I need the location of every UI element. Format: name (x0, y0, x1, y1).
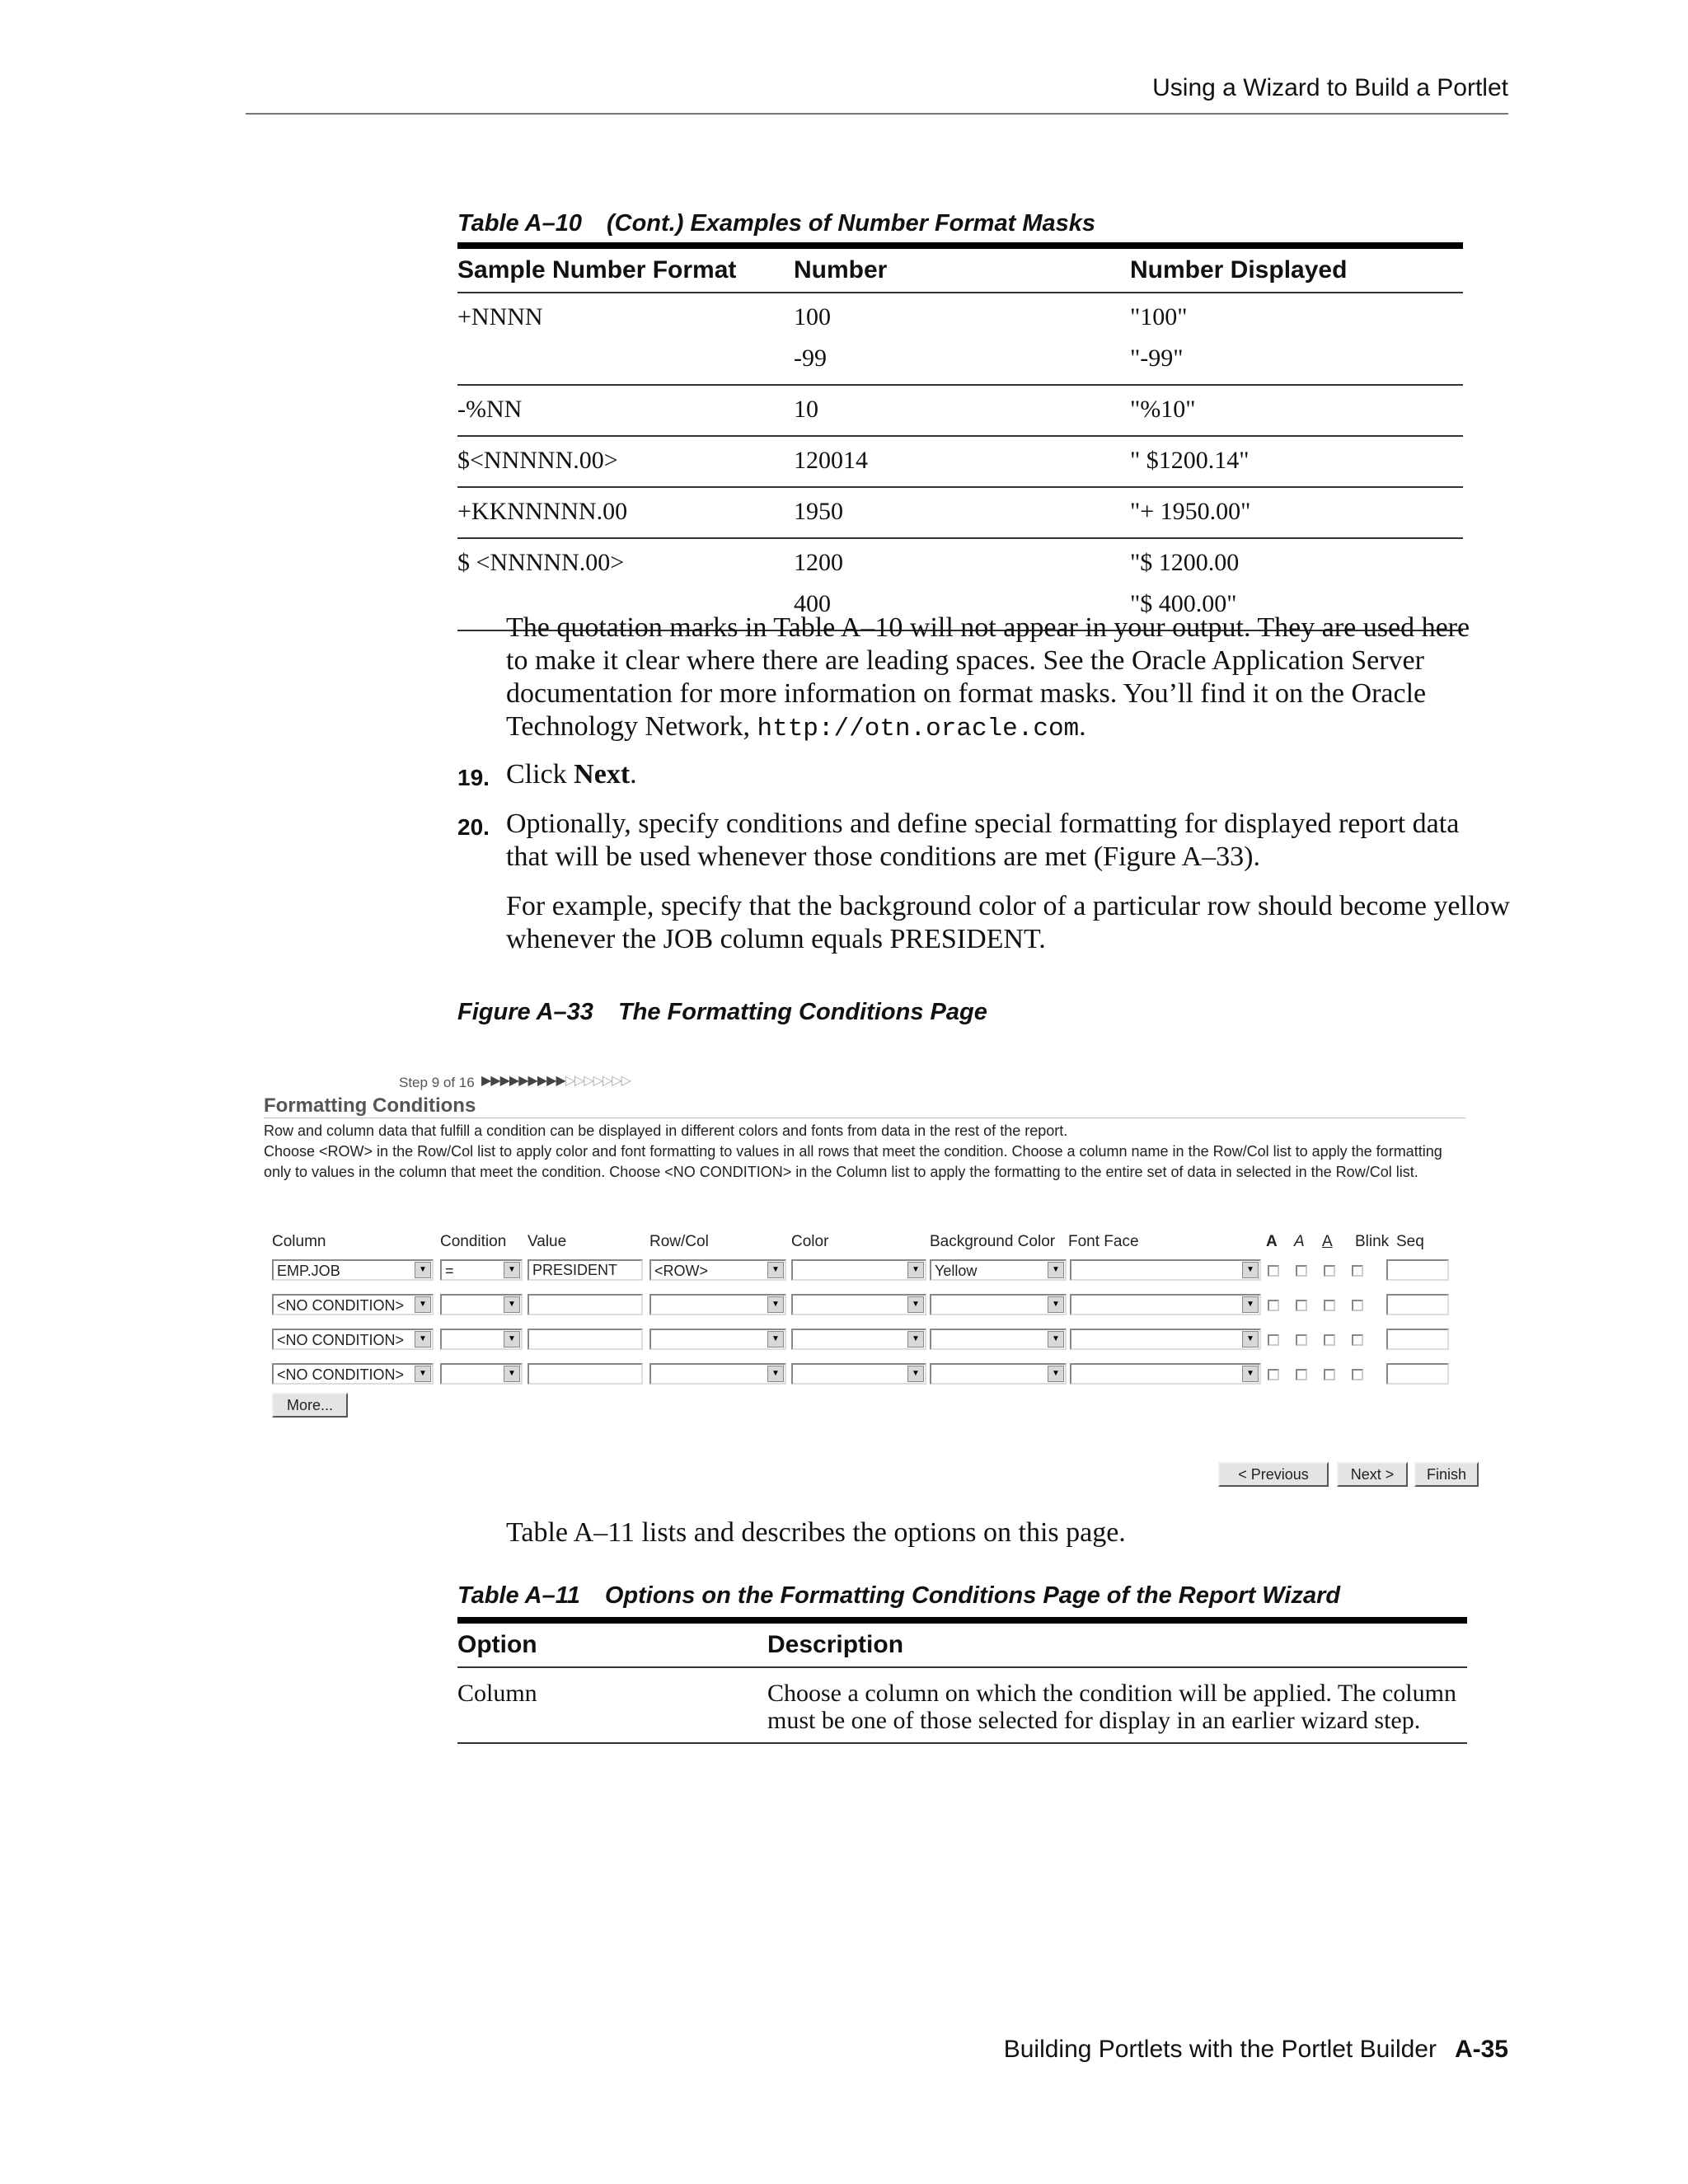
condition-row (272, 1259, 1475, 1282)
table-row (457, 440, 1463, 481)
bold-checkbox[interactable] (1268, 1369, 1279, 1380)
fontface-select[interactable] (1070, 1259, 1261, 1281)
wizard-progress-arrows (481, 1072, 631, 1089)
col-header-underline: A (1322, 1233, 1333, 1250)
table-a11-title: Options on the Formatting Conditions Page of the Report Wizard (604, 1582, 1341, 1609)
header-description: Description (767, 1631, 904, 1658)
chevron-down-icon[interactable]: ▼ (415, 1331, 431, 1347)
table-cell: "100" (1130, 303, 1188, 330)
table-row-group (457, 293, 1463, 384)
bold-checkbox[interactable] (1268, 1265, 1279, 1277)
column-value: <NO CONDITION> (277, 1366, 405, 1383)
fontface-select[interactable] (1070, 1363, 1261, 1385)
value-value: PRESIDENT (532, 1262, 618, 1278)
rowcol-value: <ROW> (654, 1263, 709, 1279)
condition-value: = (445, 1263, 454, 1279)
color-select[interactable] (791, 1294, 926, 1315)
col-header-color: Color (791, 1233, 829, 1250)
footer-title: Building Portlets with the Portlet Builder (1003, 2036, 1437, 2063)
condition-row (272, 1363, 1475, 1386)
blink-checkbox[interactable] (1352, 1334, 1363, 1346)
column-select[interactable] (272, 1329, 434, 1350)
table-top-rule (457, 1617, 1467, 1624)
chevron-down-icon[interactable]: ▼ (504, 1366, 520, 1382)
table-cell: +NNNN (457, 303, 543, 330)
chevron-down-icon[interactable]: ▼ (1048, 1296, 1064, 1313)
table-cell: 1200 (794, 549, 843, 576)
table-top-rule (457, 242, 1463, 249)
step-text: Optionally, specify conditions and define special formatting for displayed report data that will be used whenever those conditions are met (Figure A–33). (506, 808, 1460, 872)
value-input[interactable] (528, 1329, 643, 1350)
col-header-italic: A (1294, 1233, 1305, 1250)
header-number-displayed: Number Displayed (1130, 256, 1348, 284)
table-cell: "$ 1200.00 (1130, 549, 1240, 576)
table-a11-body (457, 1668, 1467, 1744)
fontface-select[interactable] (1070, 1329, 1261, 1350)
chevron-down-icon[interactable]: ▼ (415, 1366, 431, 1382)
table-row (457, 1668, 1467, 1742)
chevron-down-icon[interactable]: ▼ (767, 1331, 784, 1347)
chevron-down-icon[interactable]: ▼ (1242, 1262, 1259, 1278)
table-cell: $ <NNNNN.00> (457, 549, 625, 576)
figure-title: The Formatting Conditions Page (617, 999, 987, 1025)
figure-caption (457, 999, 987, 1026)
table-cell: "+ 1950.00" (1130, 498, 1251, 525)
condition-row (272, 1329, 1475, 1352)
column-select[interactable] (272, 1363, 434, 1385)
italic-checkbox[interactable] (1296, 1369, 1307, 1380)
rowcol-select[interactable] (649, 1329, 786, 1350)
chevron-down-icon[interactable]: ▼ (907, 1296, 924, 1313)
column-select[interactable] (272, 1294, 434, 1315)
wizard-description-2: Choose <ROW> in the Row/Col list to apply color and font formatting to values in all rows that meet the condition. Choose a column name in the Row/Col list to apply the formatting only to values in the column that meet the condition. Choose <NO CONDITION> in the Column list to apply the formatting to the entire set of data in selected in the Row/Col list. (264, 1143, 1442, 1180)
finish-button[interactable]: Finish (1414, 1462, 1479, 1487)
header-rule (246, 113, 1508, 115)
chevron-down-icon[interactable]: ▼ (1242, 1366, 1259, 1382)
table-cell: "%10" (1130, 396, 1196, 423)
chevron-down-icon[interactable]: ▼ (1048, 1262, 1064, 1278)
table-cell: 400 (794, 590, 831, 617)
blink-checkbox[interactable] (1352, 1300, 1363, 1311)
chevron-down-icon[interactable]: ▼ (1048, 1331, 1064, 1347)
table-cell: -%NN (457, 396, 523, 423)
table-cell: $<NNNNN.00> (457, 447, 618, 474)
seq-input[interactable] (1386, 1363, 1449, 1385)
step-text-end: . (630, 759, 637, 790)
blink-checkbox[interactable] (1352, 1369, 1363, 1380)
italic-checkbox[interactable] (1296, 1265, 1307, 1277)
table-row (457, 338, 1463, 379)
table-row (457, 297, 1463, 338)
table-row-group (457, 437, 1463, 486)
more-button[interactable]: More... (272, 1393, 348, 1418)
table-cell: 120014 (794, 447, 868, 474)
col-header-background-color: Background Color (930, 1233, 1056, 1250)
bgcolor-select[interactable] (930, 1294, 1067, 1315)
condition-select[interactable] (440, 1259, 523, 1281)
underline-checkbox[interactable] (1324, 1334, 1335, 1346)
rowcol-select[interactable] (649, 1363, 786, 1385)
color-select[interactable] (791, 1363, 926, 1385)
wizard-description-1: Row and column data that fulfill a condition can be displayed in different colors and fonts from data in the rest of the report. (264, 1122, 1068, 1139)
progress-todo: ▷▷▷▷▷▷▷ (565, 1074, 631, 1088)
table-row (457, 542, 1463, 583)
formatting-conditions-screenshot (262, 1071, 1482, 1500)
chevron-down-icon[interactable]: ▼ (767, 1262, 784, 1278)
col-header-value: Value (528, 1233, 567, 1250)
value-input[interactable] (528, 1259, 643, 1281)
bgcolor-value: Yellow (935, 1263, 978, 1279)
chevron-down-icon[interactable]: ▼ (1242, 1296, 1259, 1313)
figure-number: Figure A–33 (457, 999, 593, 1025)
fontface-select[interactable] (1070, 1294, 1261, 1315)
table-cell: "-99" (1130, 344, 1184, 372)
header-sample-format: Sample Number Format (457, 256, 737, 284)
step-number: 19. (457, 765, 490, 790)
table-cell: Choose a column on which the condition will be applied. The column must be one of those selected for display in an earlier wizard step. (767, 1680, 1456, 1734)
italic-checkbox[interactable] (1296, 1334, 1307, 1346)
bold-checkbox[interactable] (1268, 1334, 1279, 1346)
bgcolor-select[interactable] (930, 1259, 1067, 1281)
table-header-row (457, 249, 1463, 292)
underline-checkbox[interactable] (1324, 1369, 1335, 1380)
header-option: Option (457, 1631, 537, 1658)
step-19 (457, 758, 1496, 791)
chevron-down-icon[interactable]: ▼ (767, 1366, 784, 1382)
value-input[interactable] (528, 1294, 643, 1315)
table-a11-caption (457, 1582, 1340, 1610)
table-cell: 10 (794, 396, 818, 423)
condition-select[interactable] (440, 1294, 523, 1315)
col-header-rowcol: Row/Col (649, 1233, 709, 1250)
col-header-condition: Condition (440, 1233, 507, 1250)
condition-select[interactable] (440, 1329, 523, 1350)
table-cell: 100 (794, 303, 831, 330)
running-header: Using a Wizard to Build a Portlet (1152, 74, 1508, 101)
step-number: 20. (457, 814, 490, 840)
chevron-down-icon[interactable]: ▼ (504, 1296, 520, 1313)
chevron-down-icon[interactable]: ▼ (415, 1262, 431, 1278)
col-header-column: Column (272, 1233, 326, 1250)
page-number: A-35 (1454, 2036, 1508, 2063)
next-button[interactable]: Next > (1337, 1462, 1408, 1487)
otn-url: http://otn.oracle.com (757, 715, 1080, 743)
paragraph-text: The quotation marks in Table A–10 will not appear in your output. They are used here to make it clear where there are leading spaces. See the Oracle Application Server documentation for more information on format masks. You’ll find it on the Oracle Technology Network, (506, 612, 1470, 742)
condition-select[interactable] (440, 1363, 523, 1385)
column-value: EMP.JOB (277, 1263, 340, 1279)
chevron-down-icon[interactable]: ▼ (767, 1296, 784, 1313)
color-select[interactable] (791, 1329, 926, 1350)
seq-input[interactable] (1386, 1259, 1449, 1281)
step-text: Click (506, 759, 574, 790)
table-row (457, 491, 1463, 532)
table-rule (457, 1742, 1467, 1744)
table-a10-number: Table A–10 (457, 210, 582, 237)
seq-input[interactable] (1386, 1294, 1449, 1315)
wizard-step-indicator: Step 9 of 16 (399, 1075, 475, 1090)
chevron-down-icon[interactable]: ▼ (907, 1366, 924, 1382)
bgcolor-select[interactable] (930, 1363, 1067, 1385)
chevron-down-icon[interactable]: ▼ (907, 1331, 924, 1347)
table-a10 (457, 210, 1463, 631)
table-row-group (457, 488, 1463, 537)
chevron-down-icon[interactable]: ▼ (504, 1262, 520, 1278)
column-value: <NO CONDITION> (277, 1332, 405, 1348)
header-number: Number (794, 256, 888, 284)
col-header-blink: Blink (1355, 1233, 1390, 1250)
chevron-down-icon[interactable]: ▼ (415, 1296, 431, 1313)
blink-checkbox[interactable] (1352, 1265, 1363, 1277)
step-bold-next: Next (574, 759, 631, 790)
chevron-down-icon[interactable]: ▼ (504, 1331, 520, 1347)
rowcol-select[interactable] (649, 1259, 786, 1281)
condition-row (272, 1294, 1475, 1317)
col-header-seq: Seq (1396, 1233, 1424, 1250)
table-row (457, 389, 1463, 430)
table-a11 (457, 1617, 1467, 1744)
rowcol-select[interactable] (649, 1294, 786, 1315)
column-value: <NO CONDITION> (277, 1297, 405, 1314)
underline-checkbox[interactable] (1324, 1300, 1335, 1311)
table-cell: -99 (794, 344, 827, 372)
table-header-row (457, 1624, 1467, 1666)
table-a10-title: (Cont.) Examples of Number Format Masks (606, 210, 1095, 237)
chevron-down-icon[interactable]: ▼ (907, 1262, 924, 1278)
table-cell: +KKNNNNN.00 (457, 498, 628, 525)
italic-checkbox[interactable] (1296, 1300, 1307, 1311)
wizard-page-title: Formatting Conditions (264, 1094, 476, 1117)
bold-checkbox[interactable] (1268, 1300, 1279, 1311)
table-cell: "$ 400.00" (1130, 590, 1237, 617)
table-cell: " $1200.14" (1130, 447, 1250, 474)
seq-input[interactable] (1386, 1329, 1449, 1350)
underline-checkbox[interactable] (1324, 1265, 1335, 1277)
table-a10-body (457, 293, 1463, 631)
table-cell: 1950 (794, 498, 843, 525)
table-row-group (457, 386, 1463, 435)
progress-done: ▶▶▶▶▶▶▶▶▶ (481, 1074, 565, 1088)
bgcolor-select[interactable] (930, 1329, 1067, 1350)
paragraph-end: . (1079, 711, 1086, 742)
paragraph-example: For example, specify that the background color of a particular row should become yellow whenever the JOB column equals PRESIDENT. (506, 891, 1510, 954)
chevron-down-icon[interactable]: ▼ (1048, 1366, 1064, 1382)
paragraph-quotation-marks (506, 612, 1495, 746)
table-a11-number: Table A–11 (457, 1582, 580, 1609)
table-cell: Column (457, 1680, 537, 1707)
paragraph-table-a11-intro: Table A–11 lists and describes the options on this page. (506, 1517, 1126, 1548)
page-footer (907, 2036, 1508, 2064)
table-a10-caption (457, 210, 1463, 237)
previous-button[interactable]: < Previous (1218, 1462, 1329, 1487)
col-header-bold: A (1266, 1233, 1278, 1250)
column-select[interactable] (272, 1259, 434, 1281)
step-20 (457, 808, 1496, 874)
value-input[interactable] (528, 1363, 643, 1385)
color-select[interactable] (791, 1259, 926, 1281)
col-header-font-face: Font Face (1068, 1233, 1139, 1250)
chevron-down-icon[interactable]: ▼ (1242, 1331, 1259, 1347)
